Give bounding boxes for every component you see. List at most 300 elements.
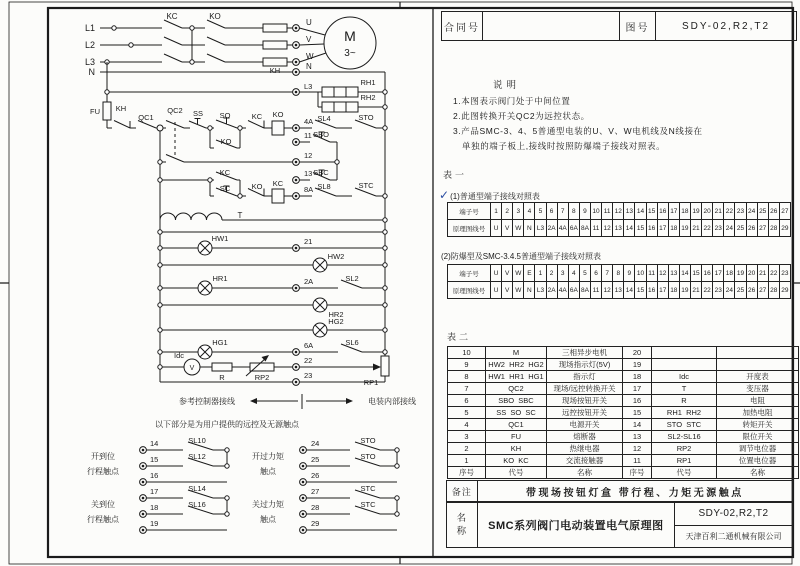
- schematic-label: 25: [311, 455, 320, 464]
- cell: 13: [624, 203, 635, 220]
- note-line: 2.此图转换开关QC2为远控状态。: [453, 111, 590, 121]
- schematic-label: 15: [150, 455, 159, 464]
- cell: 28: [768, 220, 779, 237]
- cell: 8: [448, 371, 486, 383]
- power-circuit: [100, 17, 385, 75]
- schematic-label: 行程触点: [87, 467, 119, 476]
- cell: 21: [713, 203, 724, 220]
- cell: 6: [448, 395, 486, 407]
- cell: 17: [657, 282, 668, 299]
- schematic-label: 触点: [260, 467, 276, 476]
- table2-section-label: 表二: [447, 332, 472, 342]
- header-row: [442, 11, 797, 41]
- schematic-label: 19: [150, 519, 159, 528]
- cell: 8: [568, 203, 579, 220]
- cell: 27: [757, 220, 768, 237]
- resistor-r: [212, 363, 232, 371]
- cell: 转矩开关: [717, 419, 799, 431]
- cell: 12: [602, 282, 613, 299]
- cell: 17: [657, 220, 668, 237]
- cell: U: [491, 220, 502, 237]
- cell: 18: [668, 282, 679, 299]
- drawing-no-footer: SDY-02,R2,T2: [675, 503, 792, 526]
- schematic-label: KH: [269, 66, 281, 75]
- cell: FU: [486, 431, 547, 443]
- table-row: [448, 282, 791, 299]
- schematic-label: 6A: [304, 341, 314, 350]
- cell: 23: [713, 282, 724, 299]
- schematic-label: QC1: [138, 113, 154, 122]
- cell: 23: [713, 220, 724, 237]
- cell: 2: [448, 443, 486, 455]
- schematic-label: 23: [304, 371, 313, 380]
- schematic-label: HR2: [328, 310, 344, 319]
- cell: 12: [613, 203, 624, 220]
- schematic-label: KH: [115, 104, 127, 113]
- schematic-label: SL6: [345, 338, 359, 347]
- schematic-label: 行程触点: [87, 515, 119, 524]
- schematic-label: Idc: [173, 351, 184, 360]
- cell: 7: [557, 203, 568, 220]
- cell: 18: [724, 265, 735, 282]
- cell: [652, 347, 717, 359]
- schematic-label: 17: [150, 487, 159, 496]
- schematic-label: V: [306, 35, 312, 44]
- table-row: [448, 467, 799, 479]
- cell: 13: [668, 265, 679, 282]
- table-row: [448, 265, 791, 282]
- schematic-label: STO: [360, 452, 376, 461]
- cell: 现场/远控转换开关: [547, 383, 623, 395]
- cell: 29: [779, 220, 790, 237]
- schematic-label: SL4: [317, 114, 331, 123]
- cell: 19: [679, 282, 690, 299]
- schematic-label: HW2: [327, 252, 345, 261]
- schematic-label: HW1: [211, 234, 229, 243]
- cell: 端子号: [448, 265, 491, 282]
- cell: 限位开关: [717, 431, 799, 443]
- cell: KH: [486, 443, 547, 455]
- cell: 交流接触器: [547, 455, 623, 467]
- cell: 2: [546, 265, 557, 282]
- schematic-label: 26: [311, 471, 320, 480]
- cell: [717, 347, 799, 359]
- table-row: [448, 359, 799, 371]
- cell: 22: [702, 282, 713, 299]
- cell: 8A: [579, 220, 590, 237]
- schematic-label: M: [344, 28, 356, 44]
- remark-row: [447, 480, 793, 502]
- schematic-label: SBO: [313, 130, 329, 139]
- cell: 4A: [557, 282, 568, 299]
- cell: 7: [448, 383, 486, 395]
- title-panel: [433, 8, 793, 557]
- cell: 4: [448, 419, 486, 431]
- cell: RP2: [652, 443, 717, 455]
- cell: 6A: [568, 220, 579, 237]
- cell: 11: [602, 203, 613, 220]
- schematic-label: L1: [84, 23, 95, 33]
- cell: 11: [590, 282, 601, 299]
- schematic-label: KC: [166, 12, 178, 21]
- cell: 现场按钮开关: [547, 395, 623, 407]
- cell: 26: [768, 203, 779, 220]
- cell: 21: [690, 220, 701, 237]
- cell: 8A: [579, 282, 590, 299]
- schematic-label: HR1: [212, 274, 228, 283]
- schematic-label: 开到位: [91, 452, 115, 461]
- cell: 12: [657, 265, 668, 282]
- cell: 1: [448, 455, 486, 467]
- company-name: 天津百利二通机械有限公司: [685, 531, 782, 541]
- cell: 9: [448, 359, 486, 371]
- cell: 14: [679, 265, 690, 282]
- schematic-label: R: [219, 373, 225, 382]
- schematic-label: FU: [90, 107, 100, 116]
- cell: QC2: [486, 383, 547, 395]
- cell: 20: [746, 265, 757, 282]
- schematic-label: SL16: [188, 500, 206, 509]
- terminal-table-normal-title: ✓(1)普通型端子接线对照表: [439, 188, 540, 202]
- cell: Idc: [652, 371, 717, 383]
- schematic-label: 触点: [260, 515, 276, 524]
- schematic-label: 27: [311, 487, 320, 496]
- cell: 13: [623, 431, 652, 443]
- schematic-label: SL10: [188, 436, 206, 445]
- cell: 22: [768, 265, 779, 282]
- cell: 12: [602, 220, 613, 237]
- cell: 序号: [623, 467, 652, 479]
- schematic-label: KC: [251, 112, 263, 121]
- cell: 22: [724, 203, 735, 220]
- cell: 3: [557, 265, 568, 282]
- cell: 19: [623, 359, 652, 371]
- cell: 10: [635, 265, 646, 282]
- cell: 29: [779, 282, 790, 299]
- schematic-label: STO: [360, 436, 376, 445]
- schematic-label: STC: [360, 484, 376, 493]
- cell: M: [486, 347, 547, 359]
- cell: 14: [635, 203, 646, 220]
- schematic-label: W: [306, 52, 314, 61]
- cell: 11: [646, 265, 657, 282]
- schematic-label: 参考控制器接线: [179, 397, 235, 406]
- table-row: [448, 395, 799, 407]
- remark-text: 带现场按钮灯盒 带行程、力矩无源触点: [477, 480, 793, 502]
- cell: [652, 359, 717, 371]
- cell: 序号: [448, 467, 486, 479]
- cell: 6: [590, 265, 601, 282]
- cell: 名称: [717, 467, 799, 479]
- cell: 名称: [547, 467, 623, 479]
- cell: 13: [613, 220, 624, 237]
- cell: HW2 HR2 HG2: [486, 359, 547, 371]
- cell: 24: [724, 282, 735, 299]
- table-row: [448, 407, 799, 419]
- cell: 6A: [568, 282, 579, 299]
- cell: 16: [623, 395, 652, 407]
- cell: 11: [590, 220, 601, 237]
- schematic-label: KC: [272, 179, 284, 188]
- cell: 11: [623, 455, 652, 467]
- table-row: [448, 443, 799, 455]
- cell: 17: [713, 265, 724, 282]
- schematic-label: 14: [150, 439, 159, 448]
- schematic-label: KO: [220, 137, 232, 146]
- cell: 25: [757, 203, 768, 220]
- cell: 4: [568, 265, 579, 282]
- heater-circuit: [103, 62, 389, 382]
- cell: 25: [735, 282, 746, 299]
- schematic-label: 24: [311, 439, 320, 448]
- schematic-label: SBC: [313, 168, 329, 177]
- note-line: 1.本图表示阀门处于中间位置: [453, 96, 571, 106]
- indicator-circuit: [158, 213, 387, 385]
- cell: 开度表: [717, 371, 799, 383]
- cell: 17: [623, 383, 652, 395]
- cell: 24: [724, 220, 735, 237]
- schematic-label: SC: [219, 184, 231, 193]
- schematic-label: SL8: [317, 182, 331, 191]
- schematic-label: 4A: [304, 117, 314, 126]
- cell: 16: [657, 203, 668, 220]
- schematic-label: L2: [84, 40, 95, 50]
- schematic-label: L3: [84, 57, 95, 67]
- contract-no-label: 合同号: [441, 11, 483, 41]
- cell: 15: [635, 220, 646, 237]
- schematic-label: L3: [304, 82, 313, 91]
- cell: 5: [579, 265, 590, 282]
- cell: 19: [690, 203, 701, 220]
- schematic-label: SL14: [188, 484, 206, 493]
- cell: SBO SBC: [486, 395, 547, 407]
- table1-section-label: 表一: [443, 170, 468, 180]
- cell: 18: [623, 371, 652, 383]
- schematic-label: 21: [304, 237, 313, 246]
- cell: KO KC: [486, 455, 547, 467]
- cell: 4A: [557, 220, 568, 237]
- table-row: [448, 383, 799, 395]
- cell: W: [513, 265, 524, 282]
- cell: U: [491, 282, 502, 299]
- schematic-label: 22: [304, 356, 313, 365]
- cell: 19: [735, 265, 746, 282]
- schematic-label: 关到位: [91, 500, 115, 509]
- schematic-label: 12: [304, 151, 313, 160]
- cell: 1: [535, 265, 546, 282]
- table-row: [448, 203, 791, 220]
- component-table: [447, 346, 799, 479]
- cell: W: [513, 220, 524, 237]
- cell: 16: [702, 265, 713, 282]
- cell: 2: [502, 203, 513, 220]
- cell: T: [652, 383, 717, 395]
- cell: 21: [757, 265, 768, 282]
- schematic-label: SO: [219, 111, 231, 120]
- drawing-no-label: 图号: [619, 11, 656, 41]
- cell: 25: [735, 220, 746, 237]
- cell: 23: [735, 203, 746, 220]
- cell: 10: [590, 203, 601, 220]
- schematic-label: N: [88, 67, 95, 77]
- cell: 15: [623, 407, 652, 419]
- cell: 9: [579, 203, 590, 220]
- fuse-symbol: [103, 102, 111, 120]
- rp1-potentiometer: [381, 356, 389, 376]
- schematic-label: 18: [150, 503, 159, 512]
- cell: 8: [613, 265, 624, 282]
- schematic-label: 3~: [344, 48, 356, 59]
- cell: 12: [623, 443, 652, 455]
- cell: 15: [635, 282, 646, 299]
- cell: 27: [757, 282, 768, 299]
- cell: STO STC: [652, 419, 717, 431]
- cell: 21: [690, 282, 701, 299]
- schematic-label: RH2: [360, 93, 376, 102]
- cell: 14: [624, 220, 635, 237]
- schematic-label: RP2: [254, 373, 270, 382]
- note-line: 3.产品SMC-3、4、5普通型电装的U、V、W电机线及N线接在: [453, 126, 703, 136]
- cell: 7: [602, 265, 613, 282]
- cell: 13: [613, 282, 624, 299]
- cell: 4: [524, 203, 535, 220]
- cell: 端子号: [448, 203, 491, 220]
- cell: 3: [448, 431, 486, 443]
- cell: W: [513, 282, 524, 299]
- cell: 18: [668, 220, 679, 237]
- name-label: 名称: [446, 502, 478, 548]
- cell: SS SO SC: [486, 407, 547, 419]
- ko-coil: [272, 121, 284, 135]
- schematic-label: V: [189, 365, 195, 372]
- schematic-label: 13: [304, 169, 313, 178]
- cell: 熔断器: [547, 431, 623, 443]
- cell: 3: [513, 203, 524, 220]
- cell: 2A: [546, 220, 557, 237]
- schematic-label: 8A: [304, 185, 314, 194]
- schematic-label: KO: [272, 110, 284, 119]
- schematic-label: STO: [358, 113, 374, 122]
- cell: 6: [546, 203, 557, 220]
- cell: 24: [746, 203, 757, 220]
- cell: 22: [702, 220, 713, 237]
- schematic-label: 16: [150, 471, 159, 480]
- check-mark: ✓: [439, 188, 450, 202]
- name-block-right: [674, 502, 793, 548]
- cell: L3: [535, 220, 546, 237]
- cell: 电源开关: [547, 419, 623, 431]
- cell: 5: [448, 407, 486, 419]
- cell: U: [491, 265, 502, 282]
- drawing-no-value: SDY-02,R2,T2: [655, 11, 797, 41]
- cell: 28: [768, 282, 779, 299]
- schematic-label: 11: [304, 131, 312, 140]
- table-row: [448, 220, 791, 237]
- table-row: [448, 455, 799, 467]
- cell: 19: [679, 220, 690, 237]
- cell: 10: [448, 347, 486, 359]
- cell: 三相异步电机: [547, 347, 623, 359]
- cell: 远控按钮开关: [547, 407, 623, 419]
- cell: V: [502, 282, 513, 299]
- wiring-boundary-marker: [250, 394, 353, 409]
- cell: 原理图线号: [448, 220, 491, 237]
- cell: 18: [679, 203, 690, 220]
- schematic-labels: [85, 12, 416, 528]
- schematic-label: HG1: [212, 338, 228, 347]
- cell: 原理图线号: [448, 282, 491, 299]
- cell: QC1: [486, 419, 547, 431]
- notes-title: 说明: [493, 80, 521, 91]
- cell: 14: [623, 419, 652, 431]
- cell: 20: [623, 347, 652, 359]
- cell: E: [524, 265, 535, 282]
- schematic-label: HG2: [328, 317, 344, 326]
- cell: 15: [646, 203, 657, 220]
- schematic-label: KC: [219, 168, 231, 177]
- terminal-table-exproof-title: (2)防爆型及SMC-3.4.5普通型端子接线对照表: [441, 252, 602, 261]
- cell: 2A: [546, 282, 557, 299]
- schematic-label: 29: [311, 519, 320, 528]
- notes-list: [453, 94, 788, 154]
- cell: N: [524, 282, 535, 299]
- name-block: [447, 502, 793, 548]
- schematic-label: 开过力矩: [252, 452, 284, 461]
- schematic-label: SL2: [345, 274, 359, 283]
- cell: HW1 HR1 HG1: [486, 371, 547, 383]
- schematic-label: KO: [209, 12, 221, 21]
- cell: 9: [624, 265, 635, 282]
- cell: RP1: [652, 455, 717, 467]
- cell: 电阻: [717, 395, 799, 407]
- terminal-table-normal: [447, 202, 791, 237]
- cell: 位置电位器: [717, 455, 799, 467]
- cell: R: [652, 395, 717, 407]
- cell: 代号: [486, 467, 547, 479]
- cell: 20: [702, 203, 713, 220]
- schematic-label: RH1: [360, 78, 376, 87]
- contract-no-value: [482, 11, 620, 41]
- drawing-title: SMC系列阀门电动装置电气原理图: [477, 502, 675, 548]
- cell: 现场指示灯(5V): [547, 359, 623, 371]
- cell: L3: [535, 282, 546, 299]
- cell: 23: [779, 265, 790, 282]
- table-row: [448, 371, 799, 383]
- cell: 1: [491, 203, 502, 220]
- schematic-label: T: [237, 211, 243, 220]
- cell: 代号: [652, 467, 717, 479]
- cell: 27: [779, 203, 790, 220]
- schematic-label: 电装内部接线: [368, 397, 416, 406]
- remark-label: 备注: [446, 480, 478, 502]
- schematic-label: SL12: [188, 452, 206, 461]
- schematic-label: 2A: [304, 277, 314, 286]
- cell: 调节电位器: [717, 443, 799, 455]
- schematic-label: 以下部分是为用户提供的远控及无源触点: [155, 420, 299, 429]
- cell: V: [502, 220, 513, 237]
- cell: 5: [535, 203, 546, 220]
- schematic-label: N: [306, 62, 312, 71]
- schematic-label: U: [306, 18, 312, 27]
- cell: 15: [690, 265, 701, 282]
- cell: 14: [624, 282, 635, 299]
- cell: V: [502, 265, 513, 282]
- cell: 16: [646, 220, 657, 237]
- terminal-table-exproof: [447, 264, 791, 299]
- cell: 26: [746, 282, 757, 299]
- cell: 热继电器: [547, 443, 623, 455]
- cell: 加热电阻: [717, 407, 799, 419]
